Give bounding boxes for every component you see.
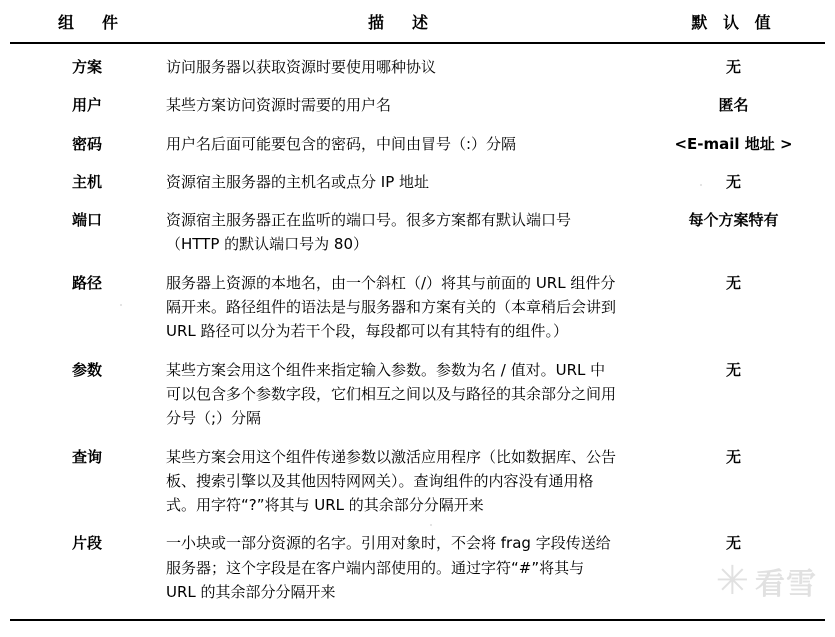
cell-component: 片段: [71, 534, 102, 553]
cell-component: 查询: [71, 447, 102, 466]
cell-description: 资源宿主服务器正在监听的端口号。很多方案都有默认端口号（HTTP 的默认端口号为 80）: [166, 211, 572, 254]
cell-description: 服务器上资源的本地名，由一个斜杠（/）将其与前面的 URL 组件分隔开来。路径组件的语法是与服务器和方案有关的（本章稍后会讲到 URL 路径可以分为若干个段，每段都可以有其特有的组件。）: [166, 273, 617, 341]
cell-component: 方案: [71, 58, 102, 76]
table-bottom-rule: [10, 619, 825, 621]
cell-component: 密码: [71, 134, 102, 153]
cell-default: 匿名: [718, 96, 749, 115]
table-row: [10, 522, 825, 609]
table-row: [10, 161, 825, 199]
url-components-table: [10, 4, 825, 609]
table-body: [10, 43, 825, 609]
cell-default: 无: [725, 273, 741, 292]
cell-component: 端口: [71, 211, 102, 230]
cell-default: 无: [725, 58, 741, 76]
cell-default: 无: [725, 360, 741, 379]
column-header-description: 描 述: [160, 4, 642, 43]
watermark-label: 看雪: [755, 567, 817, 602]
cell-default: 无: [725, 447, 741, 466]
cell-description: 某些方案会用这个组件传递参数以激活应用程序（比如数据库、公告板、搜索引擎以及其他因特网网关）。查询组件的内容没有通用格式。用字符“?”将其与 URL 的其余部分分隔开来: [166, 447, 617, 515]
table-row: [10, 43, 825, 84]
cell-default: 无: [725, 172, 741, 191]
cell-component: 参数: [71, 360, 102, 379]
scan-speck: [430, 524, 432, 526]
table-row: [10, 84, 825, 122]
cell-description: 访问服务器以获取资源时要使用哪种协议: [166, 58, 437, 76]
cell-component: 主机: [71, 172, 102, 191]
document-page: [0, 4, 835, 637]
column-header-component: 组 件: [10, 4, 160, 43]
table-row: [10, 436, 825, 523]
asterisk-icon: ✳: [715, 558, 749, 604]
table-row: [10, 349, 825, 436]
cell-default: <E-mail 地址 >: [674, 134, 793, 153]
table-row: [10, 123, 825, 161]
scan-speck: [700, 184, 702, 186]
scan-speck: [120, 304, 122, 306]
cell-description: 一小块或一部分资源的名字。引用对象时，不会将 frag 字段传送给服务器；这个字段是在客户端内部使用的。通过字符“#”将其与 URL 的其余部分分隔开来: [166, 534, 611, 602]
cell-description: 资源宿主服务器的主机名或点分 IP 地址: [166, 172, 430, 191]
cell-description: 某些方案访问资源时需要的用户名: [166, 96, 392, 115]
table-header-row: [10, 4, 825, 43]
table-header: [10, 4, 825, 43]
cell-description: 用户名后面可能要包含的密码，中间由冒号（:）分隔: [166, 134, 517, 153]
cell-component: 路径: [71, 273, 102, 292]
table-row: [10, 199, 825, 262]
cell-default: 无: [725, 534, 741, 553]
cell-component: 用户: [71, 96, 102, 115]
column-header-default: 默 认 值: [642, 4, 825, 43]
cell-description: 某些方案会用这个组件来指定输入参数。参数为名 / 值对。URL 中可以包含多个参数字段，它们相互之间以及与路径的其余部分之间用分号（;）分隔: [166, 360, 617, 428]
table-row: [10, 262, 825, 349]
cell-default: 每个方案特有: [688, 211, 779, 230]
